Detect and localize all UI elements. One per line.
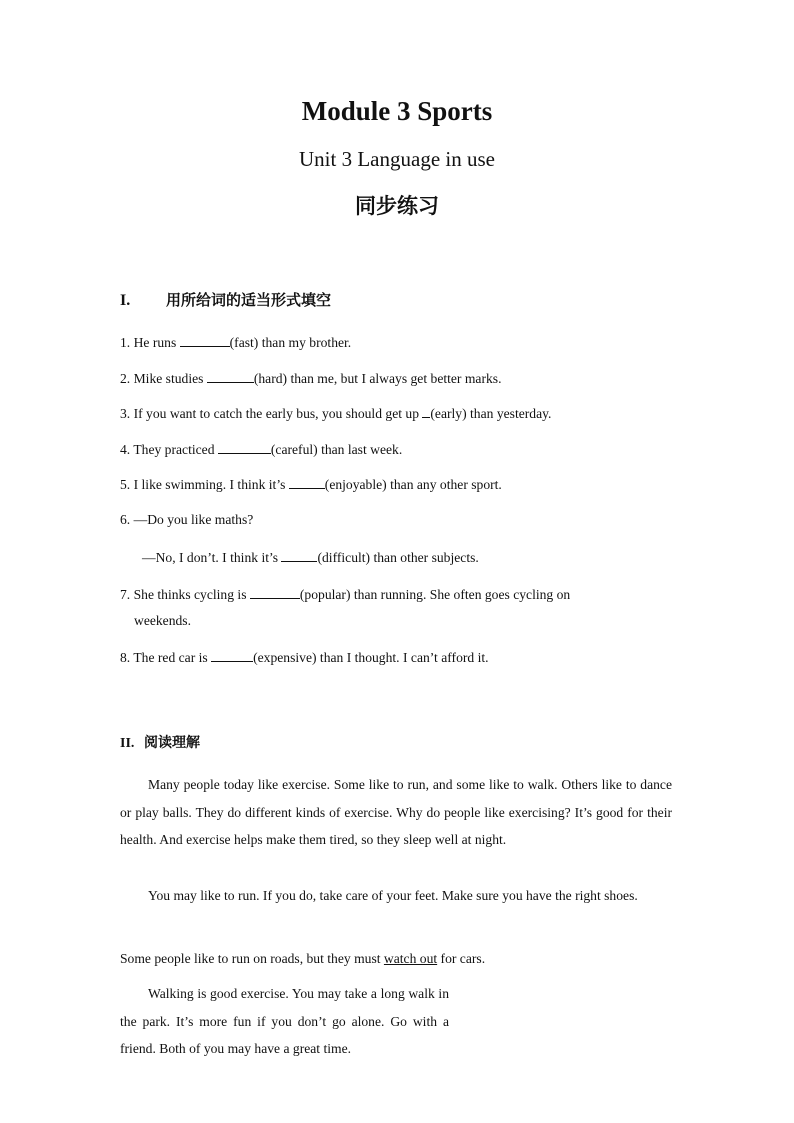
answer-blank[interactable] (207, 370, 254, 383)
section-2-number: II. (120, 736, 135, 751)
question-text: 2. Mike studies (120, 371, 207, 386)
question-text: 7. She thinks cycling is (120, 587, 250, 602)
question-text: (difficult) than other subjects. (317, 550, 479, 565)
question-8 (120, 649, 489, 666)
question-6 (120, 512, 253, 528)
section-2-label: 阅读理解 (144, 735, 200, 751)
reading-paragraph-1: Many people today like exercise. Some like to run, and some like to walk. Others like to dance or play balls. They do different kinds of exercise. Why do people like exercising? It’s good for their health. And exercise helps make them tired, so they sleep well at night. (120, 777, 672, 848)
question-text: 4. They practiced (120, 442, 218, 457)
question-text: —No, I don’t. I think it’s (142, 550, 282, 565)
question-7-continued (134, 613, 191, 629)
question-text: 8. The red car is (120, 650, 212, 665)
section-1-heading (120, 289, 331, 310)
question-4 (120, 441, 402, 458)
question-text: 1. He runs (120, 335, 180, 350)
question-text: (expensive) than I thought. I can’t afford it. (253, 650, 489, 665)
answer-blank[interactable] (180, 334, 230, 347)
answer-blank[interactable] (218, 441, 271, 454)
question-text: 3. If you want to catch the early bus, you should get up (120, 406, 423, 421)
reading-paragraph-4: Walking is good exercise. You may take a long walk in the park. It’s more fun if you don’t go alone. Go with a friend. Both of you may have a great time. (120, 986, 449, 1057)
question-1 (120, 334, 351, 351)
answer-blank[interactable] (250, 586, 300, 599)
answer-blank[interactable] (289, 476, 325, 489)
question-7 (120, 586, 570, 603)
question-text: 6. —Do you like maths? (120, 512, 254, 527)
section-1-label: 用所给词的适当形式填空 (166, 291, 332, 309)
question-text: weekends. (134, 613, 191, 628)
question-6-response (142, 549, 479, 566)
answer-blank[interactable] (281, 549, 317, 562)
question-text: (fast) than my brother. (229, 335, 352, 350)
question-2 (120, 370, 501, 387)
paragraph-text: Some people like to run on roads, but they must (120, 951, 384, 966)
paragraph-text: for cars. (437, 951, 486, 966)
question-text: (early) than yesterday. (430, 406, 552, 421)
question-text: (popular) than running. She often goes cycling on (299, 587, 571, 602)
reading-paragraph-3 (120, 945, 720, 973)
answer-blank[interactable] (211, 649, 253, 662)
question-text: 5. I like swimming. I think it’s (120, 477, 289, 492)
chinese-heading: 同步练习 (355, 194, 439, 218)
question-5 (120, 476, 502, 493)
section-2-heading (120, 732, 200, 752)
underlined-phrase: watch out (383, 951, 438, 966)
page-subtitle: Unit 3 Language in use (299, 147, 495, 171)
question-text: (enjoyable) than any other sport. (324, 477, 502, 492)
page-title: Module 3 Sports (301, 96, 493, 126)
section-1-number: I. (120, 292, 131, 309)
question-3 (120, 405, 551, 422)
question-text: (careful) than last week. (270, 442, 403, 457)
question-text: (hard) than me, but I always get better marks. (253, 371, 502, 386)
reading-paragraph-2: You may like to run. If you do, take care of your feet. Make sure you have the right shoes. (148, 888, 638, 903)
